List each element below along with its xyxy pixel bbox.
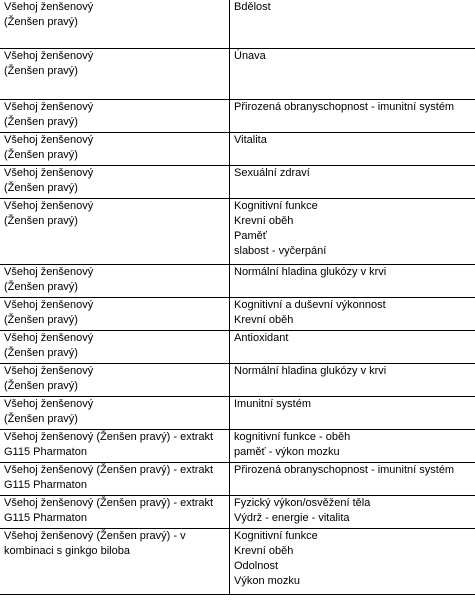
claim-text: Přirozená obranyschopnost - imunitní systém: [234, 101, 455, 113]
table-row: [0, 529, 475, 595]
table-row: [0, 166, 475, 199]
claim-text: Krevní oběh: [234, 215, 294, 227]
claim-text: Odolnost: [234, 560, 279, 572]
product-name: Všehoj ženšenový (Ženšen pravý) - extrakt G115 Pharmaton: [4, 431, 214, 458]
product-cell: [0, 397, 230, 430]
product-name: Všehoj ženšenový (Ženšen pravý): [4, 365, 94, 392]
product-cell: [0, 529, 230, 595]
table-row: [0, 0, 475, 49]
claims-cell: [230, 265, 475, 298]
claim-text: Normální hladina glukózy v krvi: [234, 266, 387, 278]
table-row: [0, 199, 475, 265]
product-name: Všehoj ženšenový (Ženšen pravý) - extrakt G115 Pharmaton: [4, 464, 214, 491]
product-cell: [0, 430, 230, 463]
product-name: Všehoj ženšenový (Ženšen pravý): [4, 134, 94, 161]
claim-text: Antioxidant: [234, 332, 289, 344]
table-row: [0, 133, 475, 166]
claim-text: Fyzický výkon/osvěžení těla: [234, 497, 371, 509]
product-name: Všehoj ženšenový (Ženšen pravý): [4, 101, 94, 128]
product-name: Všehoj ženšenový (Ženšen pravý): [4, 299, 94, 326]
table-row: [0, 49, 475, 100]
claims-cell: [230, 529, 475, 595]
claims-cell: [230, 496, 475, 529]
table-row: [0, 298, 475, 331]
product-name: Všehoj ženšenový (Ženšen pravý): [4, 167, 94, 194]
product-cell: [0, 49, 230, 100]
table-row: [0, 496, 475, 529]
claims-cell: [230, 0, 475, 49]
product-cell: [0, 199, 230, 265]
claims-cell: [230, 397, 475, 430]
product-name: Všehoj ženšenový (Ženšen pravý) - v kombinaci s ginkgo biloba: [4, 530, 186, 557]
claim-text: kognitivní funkce - oběh: [234, 431, 351, 443]
product-name: Všehoj ženšenový (Ženšen pravý) - extrakt G115 Pharmaton: [4, 497, 214, 524]
claim-text: Paměť: [234, 230, 267, 242]
table-row: [0, 364, 475, 397]
claims-cell: [230, 364, 475, 397]
claim-text: Krevní oběh: [234, 545, 294, 557]
product-name: Všehoj ženšenový (Ženšen pravý): [4, 200, 94, 227]
product-name: Všehoj ženšenový (Ženšen pravý): [4, 398, 94, 425]
claim-text: Normální hladina glukózy v krvi: [234, 365, 387, 377]
product-cell: [0, 166, 230, 199]
table-row: [0, 331, 475, 364]
claims-cell: [230, 100, 475, 133]
claims-cell: [230, 430, 475, 463]
table-row: [0, 463, 475, 496]
table-row: [0, 397, 475, 430]
claims-cell: [230, 463, 475, 496]
table-row: [0, 265, 475, 298]
claim-text: Kognitivní a duševní výkonnost: [234, 299, 386, 311]
claims-cell: [230, 298, 475, 331]
claims-cell: [230, 133, 475, 166]
claim-text: Bdělost: [234, 1, 271, 13]
product-cell: [0, 364, 230, 397]
table-row: [0, 100, 475, 133]
product-name: Všehoj ženšenový (Ženšen pravý): [4, 332, 94, 359]
claim-text: Únava: [234, 50, 266, 62]
claim-text: paměť - výkon mozku: [234, 446, 340, 458]
claim-text: Sexuální zdraví: [234, 167, 310, 179]
product-name: Všehoj ženšenový (Ženšen pravý): [4, 1, 94, 28]
claim-text: slabost - vyčerpání: [234, 245, 327, 257]
product-name: Všehoj ženšenový (Ženšen pravý): [4, 50, 94, 77]
claims-cell: [230, 166, 475, 199]
product-cell: [0, 463, 230, 496]
product-cell: [0, 265, 230, 298]
product-cell: [0, 100, 230, 133]
claim-text: Výkon mozku: [234, 575, 301, 587]
product-cell: [0, 0, 230, 49]
claims-cell: [230, 331, 475, 364]
claim-text: Imunitní systém: [234, 398, 312, 410]
claim-text: Vitalita: [234, 134, 267, 146]
claims-cell: [230, 49, 475, 100]
table-row: [0, 430, 475, 463]
product-cell: [0, 331, 230, 364]
claim-text: Krevní oběh: [234, 314, 294, 326]
claim-text: Přirozená obranyschopnost - imunitní systém: [234, 464, 455, 476]
product-cell: [0, 298, 230, 331]
claims-cell: [230, 199, 475, 265]
claim-text: Výdrž - energie - vitalita: [234, 512, 350, 524]
claim-text: Kognitivní funkce: [234, 530, 318, 542]
claim-text: Kognitivní funkce: [234, 200, 318, 212]
product-cell: [0, 133, 230, 166]
product-name: Všehoj ženšenový (Ženšen pravý): [4, 266, 94, 293]
product-cell: [0, 496, 230, 529]
